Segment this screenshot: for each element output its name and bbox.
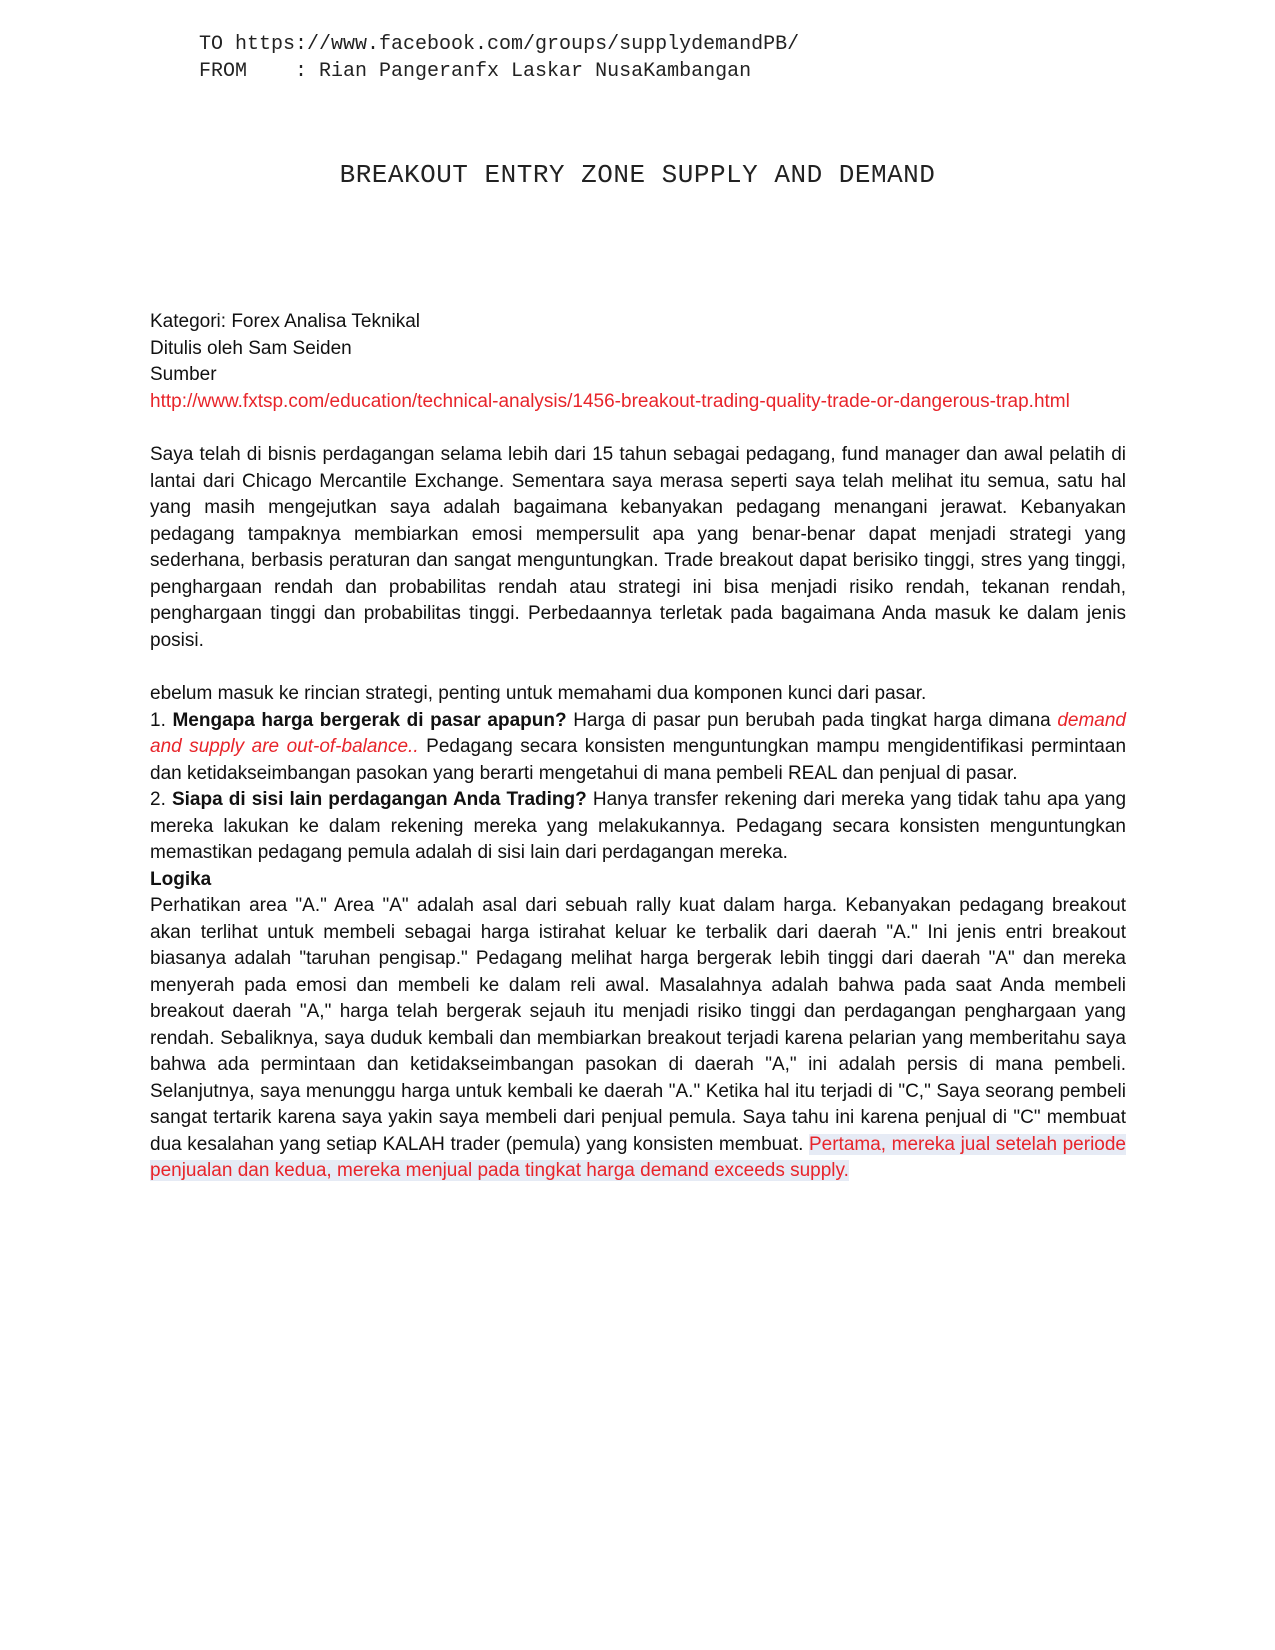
point-2-question: Siapa di sisi lain perdagangan Anda Trading? (171, 789, 587, 810)
article-meta (150, 309, 1070, 415)
article-body (150, 442, 1126, 1185)
point-2 (150, 787, 1126, 867)
logic-text: Perhatikan area "A." Area "A" adalah asal dari sebuah rally kuat dalam harga. Kebanyakan pedagang breakout akan terlihat untuk membeli sebagai harga istirahat keluar ke terbalik dari daerah "A." Ini jenis entri breakout biasanya adalah "taruhan pengisap." Pedagang melihat harga bergerak lebih tinggi dari daerah "A" dan mereka menyerah pada emosi dan membeli ke dalam reli awal. Masalahnya adalah bahwa pada saat Anda membeli breakout daerah "A," harga telah bergerak sejauh itu menjadi risiko tinggi dan perdagangan penghargaan yang rendah. Sebaliknya, saya duduk kembali dan membiarkan breakout terjadi karena pelarian yang memberitahu saya bahwa ada permintaan dan ketidakseimbangan pasokan di daerah "A," ini adalah persis di mana pembeli. Selanjutnya, saya menunggu harga untuk kembali ke daerah "A." Ketika hal itu terjadi di "C," Saya seorang pembeli sangat tertarik karena saya yakin saya membeli dari penjual pemula. Saya tahu ini karena penjual di "C" membuat dua kesalahan yang setiap KALAH trader (pemula) yang konsisten membuat. (150, 895, 1126, 1155)
page-title: BREAKOUT ENTRY ZONE SUPPLY AND DEMAND (339, 160, 936, 190)
logic-highlight: Pertama, mereka jual setelah periode penjualan dan kedua, mereka menjual pada tingkat harga demand exceeds supply. (150, 1133, 1126, 1181)
document-header (199, 31, 799, 85)
intro-paragraph: Saya telah di bisnis perdagangan selama lebih dari 15 tahun sebagai pedagang, fund manager dan awal pelatih di lantai dari Chicago Mercantile Exchange. Sementara saya merasa seperti saya telah melihat itu semua, satu hal yang masih mengejutkan saya adalah bagaimana kebanyakan pedagang menangani jerawat. Kebanyakan pedagang tampaknya membiarkan emosi mempersulit apa yang benar-benar dapat menjadi strategi yang sederhana, berbasis peraturan dan sangat menguntungkan. Trade breakout dapat berisiko tinggi, stres yang tinggi, penghargaan rendah dan probabilitas rendah atau strategi ini bisa menjadi risiko rendah, tekanan rendah, penghargaan tinggi dan probabilitas tinggi. Perbedaannya terletak pada bagaimana Anda masuk ke dalam jenis posisi. (150, 444, 1126, 651)
logic-paragraph (150, 893, 1126, 1185)
lead-paragraph: ebelum masuk ke rincian strategi, penting untuk memahami dua komponen kunci dari pasar. (150, 683, 927, 704)
to-line: TO https://www.facebook.com/groups/supplydemandPB/ (199, 33, 800, 56)
point-1-number: 1. (150, 709, 166, 731)
category-line: Kategori: Forex Analisa Teknikal (150, 311, 421, 332)
point-1 (150, 708, 1126, 788)
logic-heading: Logika (150, 868, 212, 890)
source-label: Sumber (150, 364, 217, 385)
source-link[interactable]: http://www.fxtsp.com/education/technical-analysis/1456-breakout-trading-quality-trade-or-dangerous-trap.html (150, 390, 1070, 412)
point-1-emphasis: demand and supply are out-of-balance.. (150, 709, 1126, 757)
point-2-text: Hanya transfer rekening dari mereka yang tidak tahu apa yang mereka lakukan ke dalam rekening mereka yang melakukannya. Pedagang secara konsisten menguntungkan memastikan pedagang pemula adalah di sisi lain dari perdagangan mereka. (150, 789, 1127, 863)
point-1-text-b: Pedagang secara konsisten menguntungkan mampu mengidentifikasi permintaan dan ketidakseimbangan pasokan yang berarti mengetahui di mana pembeli REAL dan penjual di pasar. (150, 736, 1127, 784)
point-1-question: Mengapa harga bergerak di pasar apapun? (172, 709, 567, 731)
from-line: FROM : Rian Pangeranfx Laskar NusaKambangan (199, 60, 752, 83)
point-2-number: 2. (150, 789, 166, 810)
point-1-text-a: Harga di pasar pun berubah pada tingkat harga dimana (573, 709, 1051, 731)
author-line: Ditulis oleh Sam Seiden (150, 337, 352, 359)
